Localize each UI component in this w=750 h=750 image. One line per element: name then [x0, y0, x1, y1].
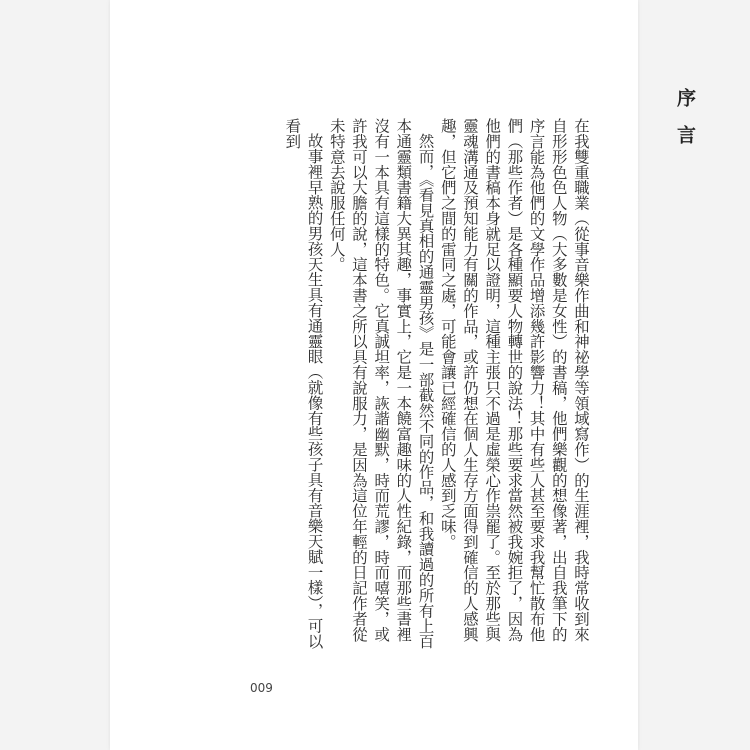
paragraph: 然而，《看見真相的通靈男孩》是一部截然不同的作品，和我讀過的所有上百本通靈類書籍大異其趣，事實上，它是一本饒富趣味的人性紀錄，而那些書裡沒有一本具有這樣的特色。它真誠坦率，詼諧幽默，時而荒謬，時而嘻笑，或許我可以大膽的說，這本書之所以具有說服力，是因為這位年輕的日記作者從未特意去說服任何人。 — [327, 118, 435, 650]
body-text — [275, 118, 592, 656]
page-number: 009 — [250, 681, 273, 695]
book-page — [110, 0, 696, 750]
paragraph: 在我雙重職業（從事音樂作曲和神祕學等領域寫作）的生涯裡，我時常收到來自形形色色人物（大多數是女性）的書稿，他們樂觀的想像著，出自我筆下的序言能為他們的文學作品增添幾許影響力！其中有些人甚至要求我幫忙散布他們（那些作者）是各種顯要人物轉世的說法！那些要求當然被我婉拒了，因為他們的書稿本身就足以證明，這種主張只不過是虛榮心作祟罷了。至於那些與靈魂溝通及預知能力有關的作品，或許仍想在個人生存方面得到確信的人感興趣，但它們之間的雷同之處，可能會讓已經確信的人感到乏味。 — [438, 118, 590, 642]
chapter-heading: 序言 — [674, 88, 696, 162]
paragraph: 故事裡早熟的男孩天生具有通靈眼（就像有些孩子具有音樂天賦一樣），可以看到 — [283, 118, 324, 650]
